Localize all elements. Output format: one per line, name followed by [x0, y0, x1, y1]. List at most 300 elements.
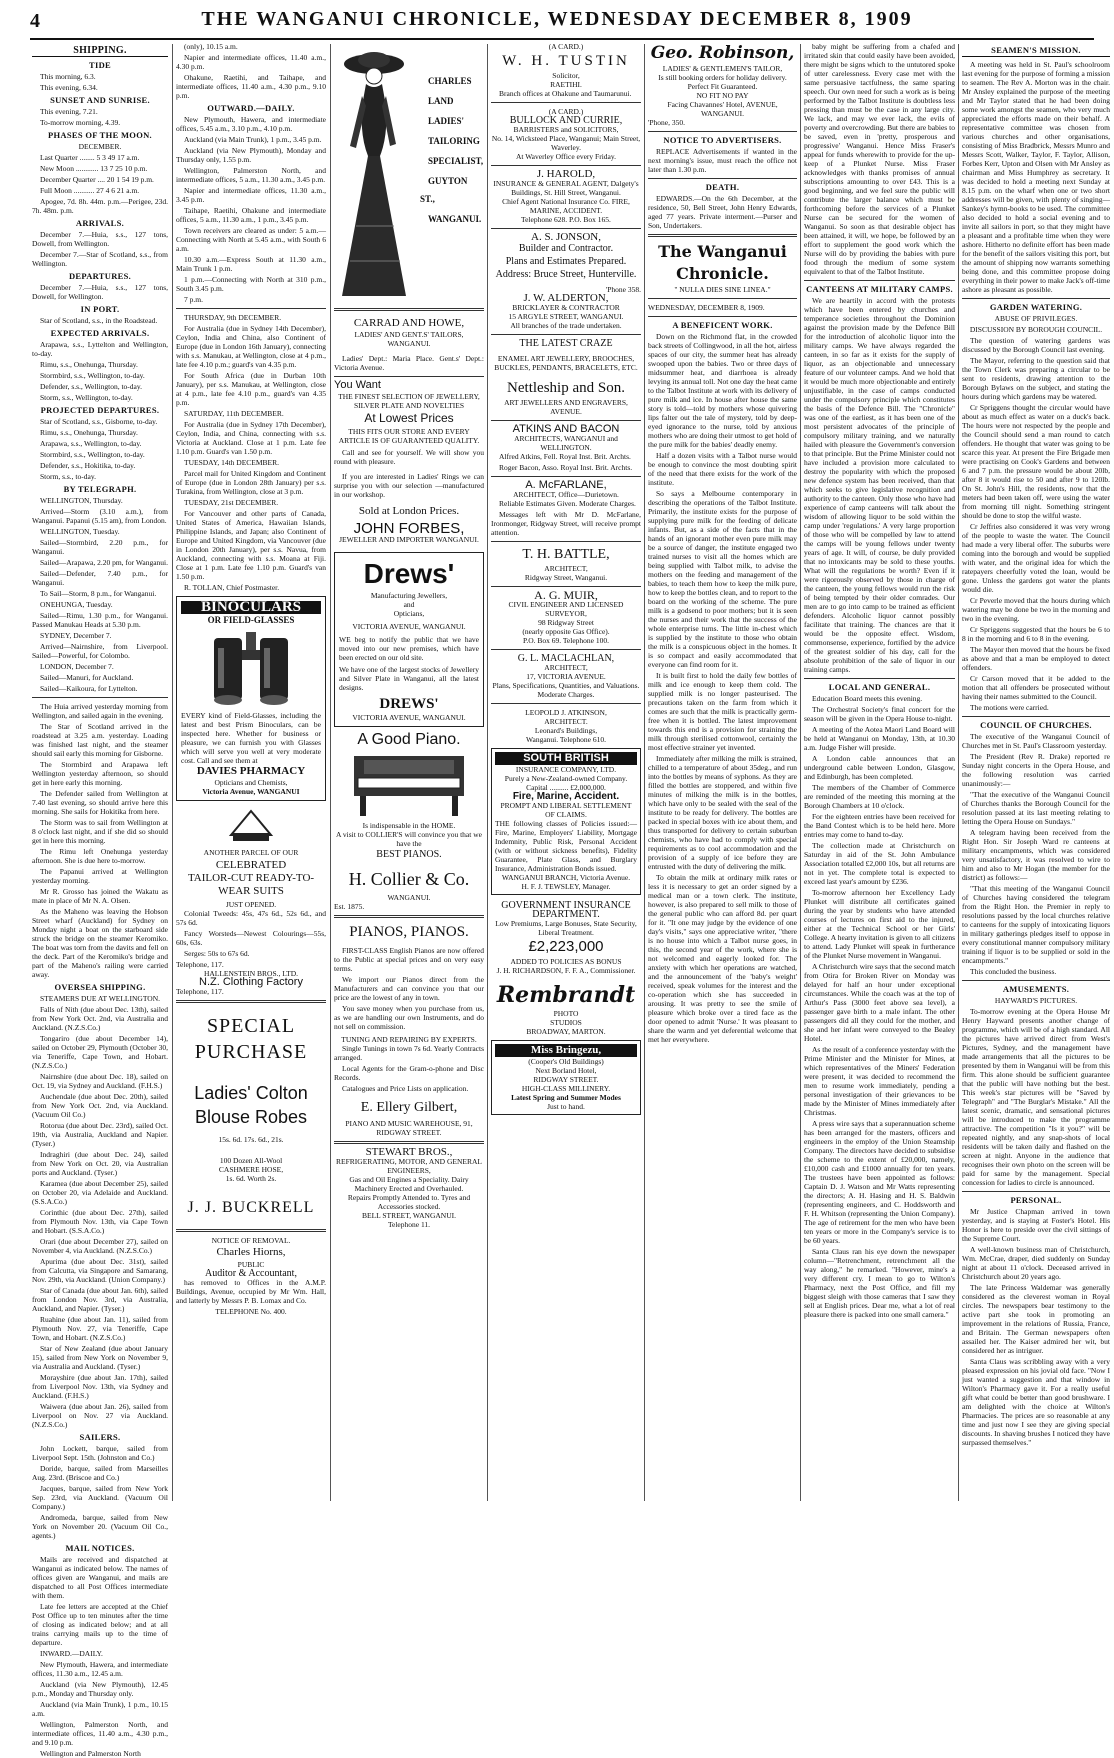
maclachlan-text4: Moderate Charges. [537, 690, 595, 699]
section-rule [334, 915, 484, 918]
hiorns-tel: TELEPHONE No. 400. [215, 1307, 287, 1316]
hallenstein-firm: HALLENSTEIN BROS., LTD. [203, 969, 299, 978]
text-line: Late fee letters are accepted at the Chief Post Office up to ten minutes after the time of closing as indicated below; and at all trains carrying mails up to the time of departure. [32, 1602, 168, 1647]
sailers-heading: SAILERS. [79, 1432, 121, 1442]
text-line: Corinthic (due about Dec. 27th), sailed from Plymouth Nov. 13th, via Cape Town and Hobart. (S.S.A.Co.) [32, 1208, 168, 1235]
section-rule [491, 586, 641, 587]
text-line: LONDON, December 7. [40, 662, 114, 671]
text-line: Arrived—Nairnshire, from Liverpool. Sailed—Powerful, for Colombo. [32, 642, 168, 660]
text-line: For Australia (due in Sydney 14th December), Ceylon, India and China, also Continent of Europe (due in London 16th January), connecting with s.s. Manukau, at Wellington, close at 4 p.m., late fee 4.10 p.m.; guard's van 4.35 p.m. [176, 324, 326, 369]
rembrandt-name: Rembrandt [496, 982, 636, 1008]
text-line: Star of Scotland, s.s., in the Roadstead. [40, 316, 158, 325]
text-line: TAILORING [428, 136, 480, 146]
jonson-text2: Plans and Estimates Prepared. [505, 256, 627, 267]
section-rule [491, 541, 641, 542]
section-rule [491, 703, 641, 704]
gilbert-firm: E. Ellery Gilbert, [360, 1100, 458, 1115]
tustin-text: Branch offices at Ohakune and Taumarunui. [499, 89, 632, 98]
mail-heading: MAIL NOTICES. [65, 1543, 135, 1553]
atkinson-name: LEOPOLD J. ATKINSON, [525, 708, 607, 717]
celebrated-opened: JUST OPENED. [225, 900, 277, 909]
moon-subheading: DECEMBER. [78, 142, 122, 151]
text-line: The Rimu left Onehunga yesterday afternoon. She is due here to-morrow. [32, 847, 168, 865]
jonson-name: A. S. JONSON, [531, 231, 601, 243]
column-divider [644, 44, 645, 1501]
bringezu-text3: RIDGWAY STREET. [533, 1075, 599, 1084]
southbritish-text4: THE following classes of Policies issued:—Fire, Marine, Employers' Liability, Mortgage Indemnity, Public Risk, Personal Accident (with or without sickness benefits), Fidelity Guarantee, Plate Glass, and Burglary Insurance, Administration Bonds issued. [495, 819, 637, 873]
rembrandt-studios: STUDIOS [550, 1018, 582, 1027]
bullock-text2: At Waverley Office every Friday. [515, 152, 617, 161]
muir-text3: (nearly opposite Gas Office). [522, 627, 610, 636]
mail-top-list [176, 42, 326, 100]
advertisers-heading: NOTICE TO ADVERTISERS. [663, 135, 782, 145]
section-rule [32, 697, 168, 698]
text-line: Star of Canada (due about Jan. 6th), sailed from London Nov. 3rd, via Australia, Auckland, and Napier. (Tyser.) [32, 1286, 168, 1313]
text-line: The Defender sailed from Wellington at 7.40 last evening, so should arrive here this morning. She sails for Hokitika from here. [32, 789, 168, 816]
garden-heading: GARDEN WATERING. [989, 302, 1083, 312]
inport-heading: IN PORT. [80, 304, 120, 314]
text-line: New Plymouth, Hawera, and intermediate offices, 5.45 a.m., 3.10 p.m., 4.10 p.m. [176, 115, 326, 133]
cashmere-line1: 100 Dozen All-Wool [219, 1156, 283, 1165]
section-rule [491, 334, 641, 335]
text-line: Star of New Zealand (due about January 15), sailed from New York on November 9, via Australia and Auckland. (Tyser.) [32, 1344, 168, 1371]
hiorns-name: Charles Hiorns, [216, 1246, 286, 1258]
chronicle-motto: " NULLA DIES SINE LINEA." [674, 285, 771, 294]
overseas-subheading: STEAMERS DUE AT WELLINGTON. [40, 994, 160, 1003]
text-line: Rimu, s.s., Onehunga, Thursday. [40, 360, 138, 369]
drews-firm: DREWS' [379, 696, 439, 712]
collier-est: Est. 1875. [334, 902, 365, 911]
harold-tel: Telephone 628. P.O. Box 165. [521, 215, 611, 224]
text-line: Morayshire (due about Jan. 17th), sailed from Liverpool Nov. 13th, via Sydney and Auckland. (F.H.S.) [32, 1373, 168, 1400]
text-line: R. TOLLAN, Chief Postmaster. [184, 583, 280, 592]
text-line: Storm, s.s., Wellington, to-day. [40, 393, 133, 402]
hiorns-text: has removed to Offices in the A.M.P. Buildings, Avenue, occupied by Mr Wm. Hall, and latterly by Messrs P. B. Lomax and Co. [176, 1278, 326, 1305]
card1-head: (A CARD.) [548, 42, 584, 51]
text-line: Karamea (due about December 25), sailed on October 20, via Adelaide and Auckland. (S.S.A.Co.) [32, 1179, 168, 1206]
text-line: Auckland (via New Plymouth), 12.45 p.m., Monday and Thursday only. [32, 1680, 168, 1698]
tustin-place: RAETIHI. [550, 80, 582, 89]
text-line: Mr Justice Chapman arrived in town yesterday, and is staying at Foster's Hotel. His Honor is here to preside over the civil sittings of the Supreme Court. [962, 1207, 1110, 1243]
mcfarlane-text2: Reliable Estimates Given. Moderate Charges. [499, 499, 636, 508]
maclachlan-text2: 17, VICTORIA AVENUE. [526, 672, 606, 681]
govt-dept: DEPARTMENT. [532, 909, 600, 920]
personal-text [962, 1207, 1110, 1447]
text-line: Indraghiri (due about Dec. 24), sailed from New York on Oct. 20, via Australian ports and Auckland. (Tyser.) [32, 1150, 168, 1177]
text-line: WELLINGTON, Tuesday. [40, 527, 120, 536]
bringezu-text2: Next Borland Hotel, [535, 1066, 597, 1075]
section-rule [176, 308, 326, 309]
text-line: WANGANUI. [428, 214, 482, 224]
atkinson-text3: Wanganui. Telephone 610. [526, 735, 606, 744]
masthead-rule [30, 38, 1094, 40]
projected-heading: PROJECTED DEPARTURES. [40, 405, 160, 415]
section-rule [176, 1229, 326, 1232]
harold-text: INSURANCE & GENERAL AGENT, Dalgety's Buildings, St. Hill Street, Wanganui. [493, 179, 639, 197]
jonson-text3: Address: Bruce Street, Hunterville. [495, 269, 637, 280]
text-line: For Australia (due in Sydney 17th December), Ceylon, India, and China, connecting with s.s. Victoria at Auckland. Close at 1 p.m. Late fee 1.10 p.m. Guard's van 1.50 p.m. [176, 420, 326, 456]
section-rule [334, 1141, 484, 1144]
text-line: GUYTON ST., [420, 176, 468, 204]
stewart-text3: Repairs Promptly Attended to. Tyres and Accessories stocked. [347, 1193, 471, 1211]
hiorns-title: Auditor & Accountant, [205, 1268, 297, 1279]
text-line: John Lockett, barque, sailed from Liverpool Sept. 15th. (Johnston and Co.) [32, 1444, 168, 1462]
outward-list [176, 115, 326, 304]
text-line: Arrived—Storm (3.10 a.m.), from Wanganui. Papanui (5.15 am), from London. [32, 507, 168, 525]
jewellery-text2: Call and see for yourself. We will show you round with pleasure. [334, 448, 484, 466]
lady-fashion-illustration [336, 46, 416, 301]
text-line: Santa Claus was scribbling away with a very pleased expression on his jovial old face. "Now I just wanted a suggestion and that window in Wilton's Pharmacy gave it. For a really useful gift what could be better than good brushware. I am delighted with the choice at Wilton's Pharmacies. The prices are so reasonable at any time and just now I see they are giving special discounts. In shaving brushes I noticed they have surpassed themselves." [962, 1357, 1110, 1447]
bringezu-text6: Just to hand. [547, 1102, 585, 1111]
inport-list [32, 316, 168, 325]
text-line: A London cable announces that an underground cable between London, Glasgow, and Edinburgh, has been completed. [804, 754, 955, 781]
maclachlan-text: ARCHITECT, [544, 663, 588, 672]
text-line: Down on the Richmond flat, in the crowded back streets of Collingwood, in all the hot, airless spaces of our city, the summer heat has already swooped upon the babies. Two or three days of midsummer heat, and diarrhoea is already levying its annual toll. Not one day the heat came to the Talbot Institute at work with its delivery of pure milk and ice. In house after house the same story is told—told by mothers whose quivering lips falter out the tale of mystery, told by deep-eyed ignorance to the nurse, told by anxious mothers who are doing their utmost to get hold of the pure milk for the babies' deadly enemy. [648, 332, 797, 449]
text-line: Auckland (via Main Trunk), 1 p.m., 10.15 a.m. [32, 1700, 168, 1718]
moon-list [32, 153, 168, 215]
bullock-title: BARRISTERS and SOLICITORS, [513, 125, 619, 134]
craze-title: THE LATEST CRAZE [519, 338, 613, 349]
catalogues-text: Catalogues and Price Lists on application. [342, 1084, 469, 1093]
text-line: The members of the Chamber of Commerce are reminded of the meeting this morning at the Borough Chambers at 10 o'clock. [804, 783, 955, 810]
drews-sub1: Manufacturing Jewellers, [370, 591, 448, 600]
stewart-firm: STEWART BROS., [365, 1146, 453, 1158]
text-line: Nairnshire (due about Dec. 18), sailed on Oct. 19, via Sydney and Auckland. (F.H.S.) [32, 1072, 168, 1090]
text-line: December Quarter .... 20 1 54 19 p.m. [40, 175, 154, 184]
newspaper-title: THE WANGANUI CHRONICLE, WEDNESDAY DECEMBER 8, 1909 [201, 8, 913, 30]
section-rule [334, 308, 484, 311]
text-line: Sailed—Stormbird, 2.20 p.m., for Wanganui. [32, 538, 168, 556]
section-rule [648, 316, 797, 317]
section-rule [804, 280, 955, 281]
text-line: The President (Rev R. Drake) reported re Sunday night concerts in the Opera House, and the following resolution was carried unanimously:— [962, 752, 1110, 788]
departures-list [32, 283, 168, 301]
column-1-shipping [32, 42, 168, 1758]
outward-heading: OUTWARD.—DAILY. [207, 103, 295, 113]
finest-selection: THE FINEST SELECTION OF JEWELLERY, SILVER PLATE AND NOVELTIES [338, 392, 480, 410]
pianos-text3: You save money when you purchase from us, as we are handling our own Instruments, and do not sell on commission. [334, 1004, 484, 1031]
binoculars-text: EVERY kind of Field-Glasses, including the latest and best Prism Binoculars, can be inspected here. Whether for business or pleasure, we can furnish you with Glasses which will serve you well at very moderate cost. Call and see them at [181, 711, 321, 765]
text-line: To-morrow morning, 4.39. [40, 118, 121, 127]
battle-name: T. H. BATTLE, [522, 547, 610, 562]
shipping-heading: SHIPPING. [32, 46, 168, 57]
removal-heading: NOTICE OF REMOVAL. [211, 1236, 291, 1245]
text-line: Rotorua (due about Dec. 23rd), sailed Oct. 19th, via Australia, Auckland and Napier. (Tyser.) [32, 1121, 168, 1148]
govt-amount: £2,223,000 [528, 938, 604, 955]
land-text [420, 72, 482, 230]
text-line: Jacques, barque, sailed from New York Sep. 23rd, via Auckland. (Vacuum Oil Company.) [32, 1484, 168, 1511]
text-line: Napier and intermediate offices, 11.30 a.m., 3.45 p.m. [176, 186, 326, 204]
cashmere-line3: 1s. 6d. Worth 2s. [225, 1174, 277, 1183]
section-rule [962, 298, 1110, 299]
land-tailoring-ad [334, 42, 484, 304]
text-line: December 7.—Huia, s.s., 127 tons, Dowell, for Wellington. [32, 283, 168, 301]
text-line: A Christchurch wire says that the second match from Otira for Broken River on Monday was delayed for half an hour under exceptional circumstances. While the coach was at the top of Arthur's Pass (3000 feet above sea level), a passenger gave birth to a male infant. The other passengers did all they could for the mother, and she and her infant were conveyed to the Bealey Hotel. [804, 962, 955, 1043]
column-3-ads [334, 42, 484, 1503]
section-rule [491, 228, 641, 229]
harold-text2: Chief Agent National Insurance Co. FIRE, MARINE, ACCIDENT. [502, 197, 630, 215]
drews-title: Drews' [363, 558, 455, 589]
amusements-text [962, 1007, 1110, 1187]
text-line: December 7.—Huia, s.s., 127 tons, Dowell, from Wellington. [32, 230, 168, 248]
overseas-heading: OVERSEA SHIPPING. [54, 982, 146, 992]
arrivals-heading: ARRIVALS. [75, 218, 125, 228]
drews-sub3: Opticians, [393, 609, 425, 618]
alderton-name: J. W. ALDERTON, [523, 292, 609, 304]
churches-text [962, 732, 1110, 976]
text-line: A meeting of the Aotea Maori Land Board will be held at Wanganui on Monday, 13th, at 10.30 a.m. Judge Fisher will preside. [804, 725, 955, 752]
column-4-cards [491, 42, 641, 1503]
seamens-text: A meeting was held in St. Paul's schoolroom last evening for the purpose of forming a mission to seamen. The Rev A. Morton was in the chair. Mr Ansley explained the purpose of the meeting and Mr Taylor stated that he had been doing some work amongst the seamen, who very much appreciated the efforts made on their behalf. A representative committee was chosen from various churches and other organisations, consisting of Miss Bradbrick, Messrs Munro and Messrs Scott, Walker, Taylor, F. Taylor, Allison, Forbes Kerr, Upton and Olsen with Mr Ansley as chairman and Miss Humphrey as secretary. It was decided to hold a meeting next Sunday at 8.15 p.m. on the wharf when one or two short addresses will be given, with plenty of singing—Sankey's hymn-books to be used. The committee also decided to hold a social evening and to invite all sailors in port, so that they might have a pleasant and a profitable time when they were ashore. Hitherto no definite effort has been made for the benefit of the sailors visiting this port, but the amount of shipping now warrants something being done, and this committee propose doing everything in their power to make Jack's off-time ashore as pleasant as possible. [962, 60, 1110, 294]
section-rule [962, 1191, 1110, 1192]
muir-text2: 98 Ridgway Street [538, 618, 594, 627]
text-line: Sailed—Kaikoura, for Lyttelton. [40, 684, 138, 693]
text-line: TUESDAY, 21st DECEMBER. [184, 498, 279, 507]
atkins-text2: Alfred Atkins, Fell. Royal Inst. Brit. Archts. [499, 452, 631, 461]
text-line: Cr Spriggens suggested that the hours be 6 to 8 in the morning and 6 to 8 in the evening. [962, 625, 1110, 643]
text-line: WELLINGTON, Thursday. [40, 496, 123, 505]
text-line: The Orchestral Society's final concert for the season will be given in the Opera House to-night. [804, 705, 955, 723]
text-line: We are heartily in accord with the protests which have been entered by churches and temperance societies throughout the Dominion against the provision made by the Defence Bill for the introduction of alcoholic liquor into the military camps. We have always regarded the canteen, in so far as it exists for the supply of liquor, as an objectionable and unnecessary feature of our volunteer camps. And we hold that it would be much more objectionable and entirely unjustifiable, in the case of camps conducted under the compulsory principle which constitutes the basis of the Defence Bill. The "Chronicle" was one of the earliest, as it has been one of the most persistent advocates of the principle of compulsory military training, and we naturally hailed with pleasure the Government's conversion to that principle. But the Prime Minister could not have included a provision more calculated to destroy the popularity with which the proposed new defence system has been received, than that which seeks to give legislative recognition and authority to the canteen. Only those who have had experience of camp canteens will talk about the wisdom of allowing liquor to be sold within the camp under 'regulations.' A very large proportion of those who will be compelled by law to attend the camps will be young fellows under twenty years of age. It will, of course, be duly provided that no intoxicants may be sold to these youths. What will the regulations be worth? Even if it were rigorously observed by those in charge of the canteen, the young fellows would run the risk of being tempted by their older comrades. Our men are to go into camp to be trained as efficient defenders. Alcoholic liquor cannot possibly facilitate that training. The chances are that it would be the opposite effect. Wisdom, commonsense, experience, fortified by the advice of the greatest soldier of his day, call for the absolute prohibition of the sale of liquor in our training camps. [804, 296, 955, 674]
bringezu-text: (Cooper's Old Buildings) [528, 1057, 604, 1066]
atkins-text3: Roger Bacon, Asso. Royal Inst. Brit. Archts. [499, 463, 633, 472]
garden-subheading2: DISCUSSION BY BOROUGH COUNCIL. [969, 325, 1103, 334]
text-line: Wellington, Palmerston North, and intermediate offices, 5 a.m., 11.30 a.m., 3.45 p.m. [176, 166, 326, 184]
muir-text: CIVIL ENGINEER AND LICENSED SURVEYOR, [508, 600, 624, 618]
pianos-title: PIANOS, PIANOS. [349, 924, 469, 940]
rembrandt-photo: PHOTO [553, 1009, 579, 1018]
baby-text [804, 42, 955, 276]
binoculars-ad [176, 596, 326, 801]
text-line: The Stormbird and Arapawa left Wellington yesterday afternoon, so should get in here early this morning. [32, 760, 168, 787]
maclachlan-text3: Plans, Specifications, Quantities, and Valuations. [492, 681, 640, 690]
text-line: To-morrow evening at the Opera House Mr Henry Hayward presents another change of programme, which will be of a high standard. All the pictures have arrived direct from West's Pictures, Sydney, and the management have made arrangements that all the pictures to be presented by them in Wanganui will be from this firm. This alone should be sufficient guarantee that the public will have nothing but the best. This week's star pictures will be "Saved by Telegraph" and "The Burglar's Mistake." All the latest scenic, dramatic, and sensational pictures will be introduced to make the programme attractive. The competition "Is it you?" will be repeated nightly, and any snap-shots of local residents will be taken daily and flashed on the screen at night. Anyone in the audience that recognises their own photo on the screen will be paid for same by the management. Special concession for ladies to circle is announced. [962, 1007, 1110, 1187]
binoculars-title: BINOCULARS [181, 601, 321, 614]
collier-town: WANGANUI. [387, 893, 431, 902]
text-line: Ruahine (due about Jan. 11), sailed from Plymouth Nov. 27, via Teneriffe, Cape Town, and Hobart. (N.Z.S.Co.) [32, 1315, 168, 1342]
text-line: Full Moon ........... 27 4 6 21 a.m. [40, 186, 140, 195]
text-line: Mr R. Grosso has joined the Wakatu as mate in place of Mr N. A. Olsen. [32, 887, 168, 905]
text-line: Stormbird, s.s., Wellington, to-day. [40, 450, 145, 459]
alderton-text3: All branches of the trade undertaken. [510, 321, 622, 330]
masthead [0, 0, 1114, 40]
hallenstein-emblem [221, 805, 281, 845]
text-line: "That the executive of the Wanganui Council of Churches thanks the Borough Council for the resolution passed at its last meeting relating to letting the Opera House on Sundays." [962, 790, 1110, 826]
text-line: Santa Claus ran his eye down the newspaper column—"Retrenchment, retrenchment all the way along," he remarked. "However, mine's a very different cry. I mean to go to Wilton's Pharmacy, next the Post Office, and fill my biggest sleigh with those cameras that I saw they sell at English prices. Dear me, what a lot of real pleasure there is packed into one small camera." [804, 1247, 955, 1319]
garden-subheading: ABUSE OF PRIVILEGES. [994, 314, 1078, 323]
alderton-phone: 'Phone 358. [605, 285, 641, 294]
text-line: Cr Jeffries also considered it was very wrong of the people to waste the water. The Council had made a very liberal offer. The suburbs were coming into the borough and would be supplied with water, and the original idea for which the ratepayers cheerfully voted the loan, would be gone. Unless the gardens got water the plants would die. [962, 522, 1110, 594]
special-line2: PURCHASE [194, 1041, 308, 1063]
death-heading: DEATH. [705, 182, 740, 192]
sun-list [32, 107, 168, 127]
canteens-heading: CANTEENS AT MILITARY CAMPS. [806, 284, 953, 294]
mcfarlane-text: ARCHITECT, Office—Durietown. [513, 490, 619, 499]
text-line: This evening, 7.21. [40, 107, 98, 116]
bringezu-text5: Latest Spring and Summer Modes [511, 1093, 621, 1102]
craze-text: ENAMEL ART JEWELLERY, BROOCHES, BUCKLES, PENDANTS, BRACELETS, ETC. [494, 354, 638, 372]
southbritish-branch: WANGANUI BRANCH, Victoria Avenue. [501, 873, 631, 882]
text-line: Rimu, s.s., Onehunga, Thursday. [40, 428, 138, 437]
column-2-mails-ads [176, 42, 326, 1503]
text-line: SYDNEY, December 7. [40, 631, 112, 640]
text-line: Tongariro (due about December 14), sailed on October 29, Plymouth (October 30, via Teneriffe, Cape Town, and Hobart. (N.Z.S.Co.) [32, 1034, 168, 1070]
text-line: As the result of a conference yesterday with the Prime Minister and the Minister for Mines, at which representatives of the Miners' Federation were present, it was decided to recommend the men to resume work immediately, pending a personal investigation of their grievances to be made by the Minister of Mines immediately after Christmas. [804, 1045, 955, 1117]
robinson-text3: Perfect Fit Guaranteed. [687, 82, 758, 91]
tuning-text: Single Tunings in town 7s 6d. Yearly Contracts arranged. [334, 1044, 484, 1062]
jonson-text: Builder and Contractor. [518, 243, 614, 254]
advertisers-text: REPLACE Advertisements if wanted in the next morning's issue, must reach the office not later than 1.30 p.m. [648, 147, 797, 174]
govt-name: GOVERNMENT INSURANCE [501, 900, 631, 911]
pianos-text: FIRST-CLASS English Pianos are now offered to the Public at special prices and on very easy terms. [334, 946, 484, 973]
bringezu-name: Miss Bringezu, [495, 1044, 637, 1057]
text-line: It is built first to hold the daily few bottles of milk and ice enough to keep them cold. The supplied milk is no longer pasteurised. The precautions taken on the farm from which it comes are such that the milk is practically germ-free when it is bottled. The latest improvement towards this end is a provision for straining the milk through sterilised cottonwool, certainly the most effective strainer yet invented. [648, 671, 797, 752]
maclachlan-name: G. L. MACLACHLAN, [517, 653, 615, 664]
text-line: So says a Melbourne contemporary in describing the operations of the Talbot Institute. Primarily, the institute exists for the purpose of supplying pure milk for the feeding of delicate infants. But, as a side of the facts that in the hands of an ignorant mother even pure milk may be a source of danger, the institute engaged two trained nurses to visit all the homes which are being supplied with Talbot milk, to advise the mothers on the feeding and management of the babies, to teach them how to keep the milk pure, how to keep the bottles clean, and to report to the board on the working of the scheme. The pure milk is a godsend to poor mothers; but it is seen the nurses and their work that the success of the whole enterprise turns. The little in-chest which is supplied by the institute to those who obtain the milk is a conspicuous object in the homes. It is so compact and easily accommodated that everyone can find room for it. [648, 489, 797, 669]
text-line: A press wire says that a superannuation scheme has been arranged for the masters, officers and engineers in the employ of the Union Steamship Company. The directors have decided to subsidise the scheme to the extent of £20,000, namely, £10,000 cash and £1000 annually for ten years. The trustees have been appointed as follows: Captain D. J. Watson and Mr Watts representing the directors; A. H. Hasing and H. S. Baldwin (representing engineers, and C. Hoddsworth and F. H. Whitson (representing the Union Company). The age of retirement for the men who have been ten years or more in the Company's service is to be 60 years. [804, 1119, 955, 1245]
text-line: CHARLES [428, 76, 472, 86]
robinson-text2: Is still booking orders for holiday delivery. [658, 73, 787, 82]
departures-heading: DEPARTURES. [68, 271, 132, 281]
stewart-text: REFRIGERATING, MOTOR, AND GENERAL ENGINEERS, [336, 1157, 482, 1175]
text-line: THURSDAY, 9th DECEMBER. [184, 313, 282, 322]
amusements-subheading: HAYWARD'S PICTURES. [994, 996, 1078, 1005]
stewart-tel: Telephone 11. [387, 1220, 431, 1229]
stewart-text2: Gas and Oil Engines a Speciality. Dairy Machinery Erected and Overhauled. [349, 1175, 469, 1193]
binoculars-address: Victoria Avenue, WANGANUI [202, 787, 300, 796]
tide-list [32, 72, 168, 92]
special-item2: Blouse Robes [194, 1107, 308, 1127]
column-divider [172, 44, 173, 1501]
jewellery-rings: If you are interested in Ladies' Rings we can surprise you with our selection —manufactured in our workshop. [334, 472, 484, 499]
special-line1: SPECIAL [206, 1015, 296, 1037]
text-line: LAND [428, 96, 454, 106]
binoculars-illustration [206, 628, 296, 708]
expected-heading: EXPECTED ARRIVALS. [50, 328, 150, 338]
southbritish-text3: PROMPT AND LIBERAL SETTLEMENT OF CLAIMS. [500, 801, 632, 819]
text-line: The Storm was to sail from Wellington at 8 o'clock last night, and if she did so should get in here this morning. [32, 818, 168, 845]
text-line: For Vancouver and other parts of Canada, United States of America, Hawaiian Islands, Philippine Islands, and Japan; also Continent of Europe and United Kingdom, via Vancouver (due in London 20th January), per s.s. Navua, from Auckland, connecting with s.s. Moana at Fiji. Close at 1 p.m. Late fee 1.10 p.m. Guard's van 1.50 p.m. [176, 509, 326, 581]
carrad-firm: CARRAD AND HOWE, [353, 317, 465, 329]
text-line: Napier and intermediate offices, 11.40 a.m., 4.30 p.m. [176, 53, 326, 71]
sold-london: Sold at London Prices. [358, 505, 460, 517]
text-line: The Mayor then moved that the hours be fixed as above and that a man be employed to detect offenders. [962, 645, 1110, 672]
text-line: The Papanui arrived at Wellington yesterday morning. [32, 867, 168, 885]
text-line: Sailed—Manuri, for Auckland. [40, 673, 134, 682]
column-6-editorial [804, 42, 955, 1503]
text-line: The Mayor, referring to the question said that the Town Clerk was preparing a circular to be sent to residents, drawing attention to the Borough Bylaws on the subject, and stating the hours during which gardens may be watered. [962, 356, 1110, 401]
text-line: Town receivers are cleared as under: 5 a.m.—Connecting with North at 5.45 a.m., with South 6 a.m. [176, 226, 326, 253]
overseas-list [32, 1005, 168, 1429]
drews-ad [334, 552, 484, 727]
cashmere-line2: CASHMERE HOSE, [218, 1165, 284, 1174]
projected-list [32, 417, 168, 481]
text-line: Cr Spriggens thought the circular would have about as much effect as water on a duck's back. The hours were not respected by the people and the Council should send a man round to catch offenders. He thought that water was going to be scarce this year. At present the Fire Brigade men were practising on Cook's Gardens and between 6 and 7 p.m. the pressure would be about 20lb, after 8 it would rise to 50 and after 9 to 120lb. On St. John's Hill, the residents, now that the meters had been taken off, were using the water from morning till night. Something stringent should be done to stop the wilful waste. [962, 403, 1110, 520]
nettleship-sub: ART JEWELLERS AND ENGRAVERS, [504, 398, 628, 407]
garden-text [962, 336, 1110, 712]
carrad-sub: LADIES' AND GENT.S' TAILORS, WANGANUI. [354, 330, 464, 348]
atkins-name: ATKINS AND BACON [512, 423, 620, 435]
death-text: EDWARDS.—On the 6th December, at the residence, 50, Bell Street, John Henry Edwards, aged 77 years. Private interment.—Purser and Son, Undertakers. [648, 194, 797, 230]
column-divider [487, 44, 488, 1501]
text-line: To-morrow afternoon her Excellency Lady Plunket will distribute all certificates gained during the year by students who have attended courses of lectures on first aid to the injured, either at the Technical School or her Girls' College. A hearty invitation is given to all citizens to attend. Lady Plunket will speak in furtherance of the Plunket Nurse movement in Wanganui. [804, 888, 955, 960]
bullock-text: No. 14, Wicksteed Place, Wanganui; Main Street, Waverley. [491, 134, 641, 152]
text-line: A well-known business man of Christchurch, Wm. McCrae, draper, died suddenly on Sunday night at about 11 o'clock. Deceased arrived in Christchurch about 20 years ago. [962, 1245, 1110, 1281]
tide-heading: TIDE [89, 60, 111, 70]
section-rule [804, 678, 955, 679]
hallenstein-telephone: Telephone, 117. [176, 987, 224, 996]
binoculars-subtitle: OR FIELD-GLASSES [207, 615, 295, 625]
text-line: Colonial Tweeds: 45s, 47s 6d., 52s 6d., and 57s 6d. [176, 909, 326, 927]
text-line: Education Board meets this evening. [812, 694, 923, 703]
moon-heading: PHASES OF THE MOON. [48, 130, 152, 140]
text-line: To obtain the milk at ordinary milk rates or less it is necessary to get an order signed by a medical man or a town clerk. The institute, however, is also prepared to sell milk to those of the general public who can afford 8d. per quart for it. "It one may judge by the evidence of one day's visits," says one appreciative writer, "there is no house into which a Talbot nurse goes, in this, the second year of the work, where she is not welcomed and eagerly looked for. The anxiety with which her operations are watched, and the announcement of the 'baby's weight' received, speak volumes for the interest and the co-operation which she has succeeded in arousing. It was pretty to see the smile of pleasure which broke over a tired face as the door opened to admit 'Nurse.' It was pleasant to share the warm and yet deferential welcome that met her everywhere. [648, 873, 797, 1044]
collier-firm: H. Collier & Co. [348, 869, 470, 889]
text-line: This concluded the business. [970, 967, 1057, 976]
drews-sub2: and [403, 600, 415, 609]
text-line: SATURDAY, 11th DECEMBER. [184, 409, 284, 418]
foreign-mails-list [176, 313, 326, 592]
southbritish-text: INSURANCE COMPANY, LTD. [515, 765, 617, 774]
churches-heading: COUNCIL OF CHURCHES. [980, 720, 1092, 730]
text-line: TUESDAY, 14th DECEMBER. [184, 458, 280, 467]
nettleship-firm: Nettleship and Son. [507, 380, 625, 396]
text-line: The question of watering gardens was discussed by the Borough Council last evening. [962, 336, 1110, 354]
drews-address: VICTORIA AVENUE, WANGANUI. [352, 622, 466, 631]
arrivals-list [32, 230, 168, 268]
section-rule [491, 649, 641, 650]
text-line: Mails are received and dispatched at Wanganui as indicated below. The names of offices given are Wanganui, and mails are dispatched to all Post Offices intermediate with them. [32, 1555, 168, 1600]
text-line: A telegram having been received from the Right Hon. Sir Joseph Ward re canteens at military encampments, which was considered very unsatisfactory, it was resolved to wire to him and also to Mr Hogan (the member for the district) as follows:— [962, 828, 1110, 882]
text-line: baby might be suffering from a chafed and irritated skin that could easily have been avoided, there might be signs which to the untutored spoke of utter carelessness. Every case met with the same persuasive tactfulness, the same sparing speech. Our own need for such a work as is being performed by the Talbot Institute is doubtless less pressing than must be the case in any large city. We lack, and may we ever lack, the evils of poverty and overcrowding. But there are babies to be saved, even in 'pretty, prosperous and progressive' Wanganui. Hence Miss Fraser's appeal for funds wherewith to provide for the up-keep of a Plunket Nurse. Miss Fraser acknowledges with thanks promises of annual subscriptions amounting to over £43. This is a good beginning, and we feel sure the public will contribute the larger balance which must be forthcoming before the services of a Plunket Nurse can be secured for the women of Wanganui. So soon as that desirable object has been attained, it will, we hope, be followed by an effort to supplement the good work which the Nurse will do by providing the babies with pure food through the medium of some system equivalent to that of the Talbot Institute. [804, 42, 955, 276]
mcfarlane-name: A. McFARLANE, [525, 479, 607, 491]
text-line: Arapawa, s.s., Wellington, to-day. [40, 439, 142, 448]
text-line: 7 p.m. [184, 295, 203, 304]
robinson-text4: NO FIT NO PAY [696, 91, 749, 100]
clothing-factory: N.Z. Clothing Factory [199, 976, 303, 988]
text-line: Arapawa, s.s., Lyttelton and Wellington, to-day. [32, 340, 168, 358]
battle-text: ARCHITECT, [544, 564, 588, 573]
special-prices: 15s. 6d. 17s. 6d., 21s. [218, 1135, 284, 1144]
atkins-text: ARCHITECTS, WANGANUI and WELLINGTON. [514, 434, 618, 452]
text-line: Orari (due about December 27), sailed on November 4, via Auckland. (N.Z.S.Co.) [32, 1237, 168, 1255]
text-line: New Plymouth, Hawera, and intermediate offices, 11.30 a.m., 12.45 a.m. [32, 1660, 168, 1678]
section-rule [648, 131, 797, 132]
southbritish-capital: Capital .......... £2,000,000. [526, 783, 606, 792]
personal-heading: PERSONAL. [1010, 1195, 1062, 1205]
text-line: Sailed—Arapawa, 2.20 pm, for Wanganui. [40, 558, 168, 567]
column-7-news [962, 42, 1110, 1503]
local-heading: LOCAL AND GENERAL. [828, 682, 931, 692]
text-line: Andromeda, barque, sailed from New York on November 20. (Vacuum Oil Co., agents.) [32, 1513, 168, 1540]
southbritish-manager: H. F. J. TEWSLEY, Manager. [521, 882, 611, 891]
text-line: Cr Carson moved that it be added to the motion that all offenders be prosecuted without having their names submitted to the Council. [962, 674, 1110, 701]
canteens-text [804, 296, 955, 674]
column-5-editorial [648, 42, 797, 1503]
beneficent-text [648, 332, 797, 1044]
text-line: Stormbird, s.s., Wellington, to-day. [40, 371, 145, 380]
lowest-prices: At Lowest Prices [364, 411, 454, 425]
celebrated-line3: WEAR SUITS [218, 885, 284, 897]
text-line: 1 p.m.—Connecting with North at 310 p.m., South 3.45 p.m. [176, 275, 326, 293]
text-line: This evening, 6.34. [40, 83, 98, 92]
celebrated-pre: ANOTHER PARCEL OF OUR [203, 848, 299, 857]
chronicle-title: The Wanganui Chronicle. [658, 242, 787, 283]
drews-firm-address: VICTORIA AVENUE, WANGANUI. [352, 713, 466, 722]
section-rule [648, 234, 797, 237]
celebrated-line1: CELEBRATED [215, 859, 287, 871]
card2-head: (A CARD.) [548, 107, 584, 116]
